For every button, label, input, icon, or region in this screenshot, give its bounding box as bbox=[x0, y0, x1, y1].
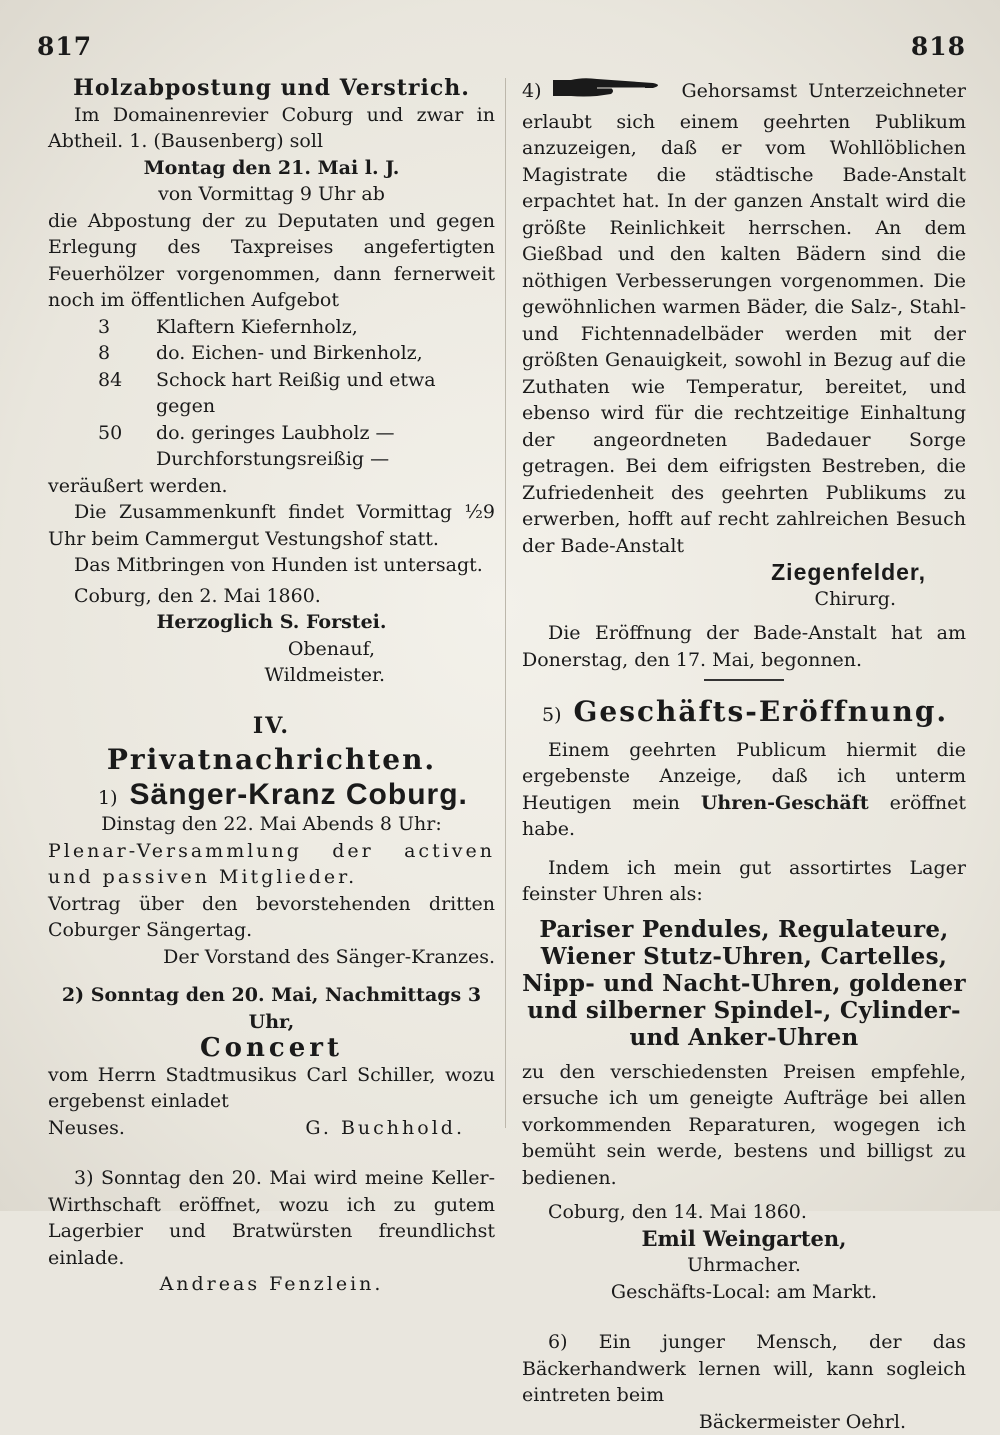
separator-rule bbox=[704, 679, 784, 681]
holz-date: Montag den 21. Mai l. J. bbox=[48, 155, 495, 182]
geschaeft-place-date: Coburg, den 14. Mai 1860. bbox=[522, 1199, 966, 1226]
saenger-line1: Dinstag den 22. Mai Abends 8 Uhr: bbox=[48, 811, 495, 838]
holz-item-desc: do. Eichen- und Birkenholz, bbox=[156, 340, 495, 367]
geschaeft-local: Geschäfts-Local: am Markt. bbox=[522, 1279, 966, 1306]
baecker-text: 6) Ein junger Mensch, der das Bäckerhandwerk lernen will, kann sogleich eintreten beim bbox=[522, 1329, 966, 1409]
concert-signer: G. Buchhold. bbox=[305, 1115, 465, 1142]
keller-text: 3) Sonntag den 20. Mai wird meine Keller-Wirthschaft eröffnet, wozu ich zu gutem Lagerbier und Bratwürsten freundlichst einlade. bbox=[48, 1165, 495, 1271]
holz-time: von Vormittag 9 Uhr ab bbox=[48, 181, 495, 208]
holz-dogs: Das Mitbringen von Hunden ist untersagt. bbox=[48, 552, 495, 579]
holz-item-qty: 50 bbox=[98, 420, 156, 473]
bad-name: Ziegenfelder, bbox=[522, 559, 966, 586]
keller-signer: Andreas Fenzlein. bbox=[48, 1271, 495, 1298]
holz-name: Obenauf, bbox=[48, 636, 495, 663]
bad-role: Chirurg. bbox=[522, 586, 966, 613]
geschaeft-num: 5) bbox=[542, 704, 562, 726]
saenger-line2: Plenar-Versammlung der activen und passiven Mitglieder. bbox=[48, 838, 495, 891]
saenger-num: 1) bbox=[98, 787, 118, 809]
geschaeft-p1-post: eröffnet habe. bbox=[522, 792, 966, 841]
holz-item-desc: do. geringes Laubholz — Durchforstungsreißig — bbox=[156, 420, 495, 473]
geschaeft-p1-pre: Einem geehrten Publicum hiermit die ergebenste Anzeige, daß ich unterm Heutigen mein bbox=[522, 739, 966, 814]
concert-line1: 2) Sonntag den 20. Mai, Nachmittags 3 Uhr, bbox=[48, 982, 495, 1035]
watch-list: Pariser Pendules, Regulateure, Wiener Stutz-Uhren, Cartelles, Nipp- und Nacht-Uhren, goldener und silberner Spindel-, Cylinder- und Anker-Uhren bbox=[522, 916, 966, 1051]
geschaeft-p1 bbox=[522, 737, 966, 843]
geschaeft-p3: zu den verschiedensten Preisen empfehle, ersuche ich um geneigte Aufträge bei allen vorkommenden Reparaturen, wogegen ich bemüht sein werde, bestens und billigst zu bedienen. bbox=[522, 1059, 966, 1192]
geschaeft-p1-bold: Uhren-Geschäft bbox=[701, 792, 869, 814]
concert-place: Neuses. bbox=[48, 1115, 125, 1142]
section-number: IV. bbox=[48, 713, 495, 740]
holz-body: die Abpostung der zu Deputaten und gegen Erlegung des Taxpreises angefertigten Feuerhölzer vorgenommen, dann fernerweit noch im öffentlichen Aufgebot bbox=[48, 208, 495, 314]
geschaeft-name: Emil Weingarten, bbox=[522, 1226, 966, 1253]
holz-item-desc: Schock hart Reißig und etwa gegen bbox=[156, 367, 495, 420]
holz-title: Holzabpostung und Verstrich. bbox=[48, 75, 495, 102]
holz-item-qty: 3 bbox=[98, 314, 156, 341]
holz-signer: Herzoglich S. Forstei. bbox=[48, 609, 495, 636]
holz-role: Wildmeister. bbox=[48, 662, 495, 689]
page-number-right: 818 bbox=[911, 32, 966, 61]
holz-item-desc: Klaftern Kiefernholz, bbox=[156, 314, 495, 341]
bad-text: Gehorsamst Unterzeichneter erlaubt sich einem geehrten Publikum anzuzeigen, daß er vom Wohllöblichen Magistrate die städtische Bade-Anstalt erpachtet hat. In der ganzen Anstalt wird die größte Reinlichkeit herrschen. An dem Gießbad und den kalten Bädern sind die nöthigen Verbesserungen vorgenommen. Die gewöhnlichen warmen Bäder, die Salz-, Stahl- und Fichtennadelbäder werden mit der größten Genauigkeit, sowohl in Bezug auf die Zuthaten wie Temperatur, bereitet, und ebenso wird für die rechtzeitige Einhaltung der angeordneten Badedauer Sorge getragen. Bei dem eifrigsten Bestreben, die Zufriedenheit des geehrten Publikums zu erwerben, hofft auf recht zahlreichen Besuch der Bade-Anstalt bbox=[522, 80, 966, 557]
geschaeft-role: Uhrmacher. bbox=[522, 1252, 966, 1279]
column-divider bbox=[505, 78, 506, 1128]
saenger-signer: Der Vorstand des Sänger-Kranzes. bbox=[48, 944, 495, 971]
section-title: Privatnachrichten. bbox=[48, 747, 495, 774]
concert-sign-row bbox=[48, 1115, 495, 1142]
holz-item-qty: 8 bbox=[98, 340, 156, 367]
concert-line2: vom Herrn Stadtmusikus Carl Schiller, wozu ergebenst einladet bbox=[48, 1062, 495, 1115]
bad-num: 4) bbox=[522, 80, 542, 102]
holz-meeting: Die Zusammenkunft findet Vormittag ½9 Uhr beim Cammergut Vestungshof statt. bbox=[48, 499, 495, 552]
holz-intro: Im Domainenrevier Coburg und zwar in Abtheil. 1. (Bausenberg) soll bbox=[48, 102, 495, 155]
holz-place-date: Coburg, den 2. Mai 1860. bbox=[48, 583, 495, 610]
pointing-hand-icon-graphic bbox=[553, 75, 665, 101]
pointing-hand-icon bbox=[553, 75, 665, 109]
page-number-left: 817 bbox=[37, 32, 92, 61]
geschaeft-title: Geschäfts-Eröffnung. bbox=[574, 695, 949, 728]
concert-title: Concert bbox=[48, 1035, 495, 1062]
bad-opening: Die Eröffnung der Bade-Anstalt hat am Donerstag, den 17. Mai, begonnen. bbox=[522, 620, 966, 673]
saenger-heading bbox=[48, 782, 495, 812]
baecker-signer: Bäckermeister Oehrl. bbox=[522, 1409, 966, 1435]
left-column bbox=[48, 75, 495, 1298]
saenger-title: Sänger-Kranz Coburg. bbox=[130, 778, 468, 811]
bad-text-block bbox=[522, 75, 966, 559]
holz-item-list bbox=[98, 314, 495, 473]
holz-item-qty: 84 bbox=[98, 367, 156, 420]
geschaeft-p2: Indem ich mein gut assortirtes Lager feinster Uhren als: bbox=[522, 855, 966, 908]
right-column bbox=[522, 75, 966, 1435]
saenger-line3: Vortrag über den bevorstehenden dritten Coburger Sängertag. bbox=[48, 891, 495, 944]
geschaeft-heading bbox=[522, 699, 966, 729]
holz-sold: veräußert werden. bbox=[48, 473, 495, 500]
